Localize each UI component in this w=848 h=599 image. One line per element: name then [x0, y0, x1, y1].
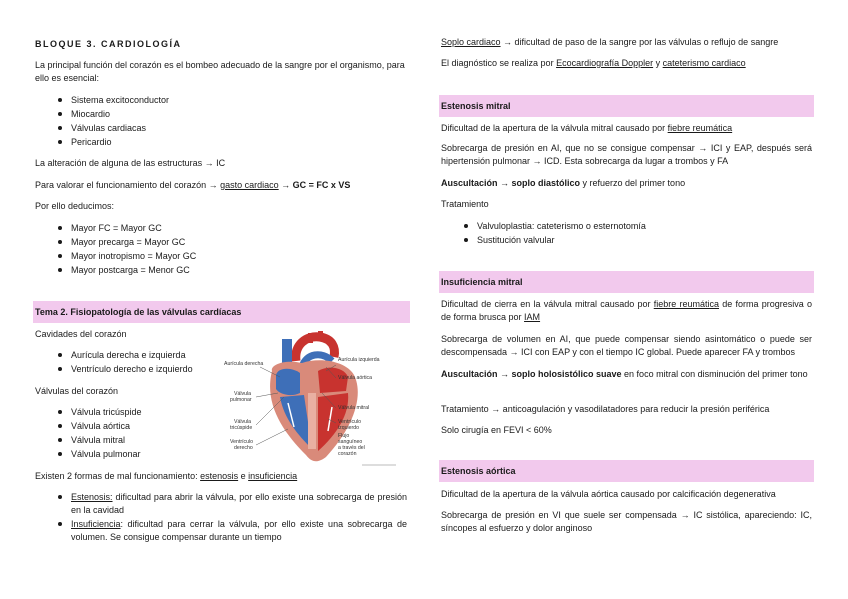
insuficiencia-definition: : dificultad para cerrar la válvula, por ello existe una sobrecarga de volumen. Se consigue compensar durante un tiempo — [71, 519, 407, 542]
list-item: Sistema excitoconductor — [35, 93, 407, 107]
aorta-branch — [318, 331, 323, 341]
list-item: Mayor postcarga = Menor GC — [35, 263, 407, 277]
label-valvula-aortica: Válvula aórtica — [338, 375, 373, 381]
diagnostico-text — [441, 57, 812, 70]
em-ausc-bold: Auscultación → soplo diastólico — [441, 178, 581, 188]
list-item: Mayor FC = Mayor GC — [35, 221, 407, 235]
label-valvula-tricuspide-1: Válvula — [234, 419, 252, 425]
list-item — [35, 491, 407, 517]
im-tratamiento: Tratamiento → anticoagulación y vasodilatadores para reducir la presión periférica — [441, 404, 770, 414]
label-auricula-derecha: Aurícula derecha — [224, 361, 264, 367]
im-auscultacion — [441, 368, 812, 381]
formas-mid: e — [238, 471, 249, 481]
em-sobrecarga: Sobrecarga de presión en AI, que no se consigue compensar → ICI y EAP, después será hipertensión pulmonar → ICD. Esta sobrecarga da lugar a trombos y FA — [441, 143, 812, 166]
list-item — [35, 518, 407, 544]
essentials-list — [35, 93, 407, 149]
label-auricula-izquierda: Aurícula izquierda — [338, 357, 380, 363]
estenosis-mitral-title: Estenosis mitral — [441, 101, 511, 111]
insuficiencia-mitral-header — [439, 271, 814, 293]
intro-paragraph: La principal función del corazón es el bombeo adecuado de la sangre por el organismo, para ello es esencial: — [35, 60, 405, 83]
valvulas-list — [35, 405, 217, 461]
list-item: Ventrículo derecho e izquierdo — [35, 362, 217, 376]
valorar-arrow: → — [278, 180, 293, 190]
im-cause-mid: de forma progresiva o de forma brusca por — [441, 299, 813, 322]
list-item: Mayor inotropismo = Mayor GC — [35, 249, 407, 263]
list-item: Válvula tricúspide — [35, 405, 217, 419]
iam-link: IAM — [524, 312, 541, 322]
diag-prefix: El diagnóstico se realiza por — [441, 58, 557, 68]
label-ventriculo-izquierdo-2: izquierdo — [338, 425, 360, 431]
label-valvula-mitral: Válvula mitral — [338, 405, 370, 411]
soplo-definition: → dificultad de paso de la sangre por las válvulas o reflujo de sangre — [500, 37, 779, 47]
label-flujo-4: corazón — [338, 451, 357, 457]
list-item: Válvula aórtica — [35, 419, 217, 433]
list-item: Pericardio — [35, 135, 407, 149]
insuficiencia-term: Insuficiencia — [71, 519, 121, 529]
cavidades-list — [35, 348, 217, 376]
label-flujo-1: Flujo — [338, 433, 350, 439]
estenosis-aortica-title: Estenosis aórtica — [441, 466, 516, 476]
tema-2-header — [33, 301, 410, 323]
em-tratamiento-list — [441, 219, 812, 247]
fiebre-reumatica-link: fiebre reumática — [653, 299, 720, 309]
aorta-branch — [308, 333, 313, 343]
label-flujo-3: a través del — [338, 445, 365, 451]
list-item: Valvuloplastia: cateterismo o esternotomía — [441, 219, 812, 233]
deductions-list — [35, 221, 407, 277]
estenosis-link: estenosis — [200, 471, 239, 481]
tema-2-title: Tema 2. Fisiopatología de las válvulas cardíacas — [35, 307, 242, 317]
list-item: Sustitución valvular — [441, 233, 812, 247]
label-valvula-tricuspide-2: tricúspide — [230, 425, 253, 431]
label-ventriculo-izquierdo-1: Ventrículo — [338, 419, 362, 425]
list-item: Mayor precarga = Mayor GC — [35, 235, 407, 249]
im-cause-prefix: Dificultad de cierra en la válvula mitral causado por — [441, 299, 654, 309]
insuficiencia-link: insuficiencia — [248, 471, 298, 481]
eco-doppler-link: Ecocardiografía Doppler — [556, 58, 654, 68]
diag-mid: y — [653, 58, 663, 68]
soplo-text — [441, 36, 812, 49]
em-ausc-rest: y refuerzo del primer tono — [580, 178, 686, 188]
estenosis-aortica-header — [439, 460, 814, 482]
im-cirugia: Solo cirugía en FEVI < 60% — [441, 425, 552, 435]
valorar-prefix: Para valorar el funcionamiento del corazón → — [35, 180, 221, 190]
block-title: BLOQUE 3. CARDIOLOGÍA — [35, 39, 182, 49]
valvulas-label: Válvulas del corazón — [35, 386, 119, 396]
im-cause — [441, 298, 812, 324]
cateterismo-link: cateterismo cardiaco — [662, 58, 746, 68]
list-item: Válvula mitral — [35, 433, 217, 447]
formas-text — [35, 470, 407, 483]
im-ausc-rest: en foco mitral con disminución del primer tono — [621, 369, 808, 379]
cavidades-label: Cavidades del corazón — [35, 329, 127, 339]
label-valvula-pulmonar-2: pulmonar — [230, 397, 252, 403]
heart-diagram — [222, 331, 398, 469]
right-atrium — [276, 369, 300, 395]
ea-cause: Dificultad de la apertura de la válvula aórtica causado por calcificación degenerativa — [441, 489, 776, 499]
ea-sobrecarga: Sobrecarga de presión en VI que suele ser compensada → IC sistólica, apareciendo: IC, síncopes al esfuerzo y dolor anginoso — [441, 510, 812, 533]
label-ventriculo-derecho-2: derecho — [234, 445, 253, 451]
estenosis-term: Estenosis: — [71, 492, 113, 502]
insuficiencia-mitral-title: Insuficiencia mitral — [441, 277, 523, 287]
alteration-text: La alteración de alguna de las estructuras → IC — [35, 158, 226, 168]
im-ausc-bold: Auscultación → soplo holosistólico suave — [441, 369, 622, 379]
label-flujo-2: sanguíneo — [338, 439, 363, 445]
gc-formula: GC = FC x VS — [292, 180, 351, 190]
soplo-link: Soplo cardiaco — [441, 37, 501, 47]
em-cause-prefix: Dificultad de la apertura de la válvula mitral causado por — [441, 123, 668, 133]
septum — [308, 393, 316, 449]
gasto-cardiaco-link: gasto cardiaco — [220, 180, 279, 190]
label-valvula-pulmonar-1: Válvula — [234, 391, 252, 397]
deducimos-text: Por ello deducimos: — [35, 201, 115, 211]
label-ventriculo-derecho-1: Ventrículo — [230, 439, 254, 445]
list-item: Válvulas cardiacas — [35, 121, 407, 135]
estenosis-definition: dificultad para abrir la válvula, por ello existe una sobrecarga de presión en la cavidad — [71, 492, 407, 515]
em-auscultacion — [441, 177, 812, 190]
list-item: Aurícula derecha e izquierda — [35, 348, 217, 362]
estenosis-mitral-header — [439, 95, 814, 117]
em-tratamiento-label: Tratamiento — [441, 199, 489, 209]
list-item: Miocardio — [35, 107, 407, 121]
em-cause — [441, 122, 812, 135]
fiebre-reumatica-link: fiebre reumática — [667, 123, 733, 133]
formas-list — [35, 491, 407, 545]
formas-prefix: Existen 2 formas de mal funcionamiento: — [35, 471, 201, 481]
list-item: Válvula pulmonar — [35, 447, 217, 461]
valorar-text — [35, 179, 407, 192]
im-sobrecarga: Sobrecarga de volumen en AI, que puede compensar siendo asintomático o puede ser descompensada → ICI con EAP y con el tiempo IC global. Puede aparecer FA y trombos — [441, 334, 812, 357]
